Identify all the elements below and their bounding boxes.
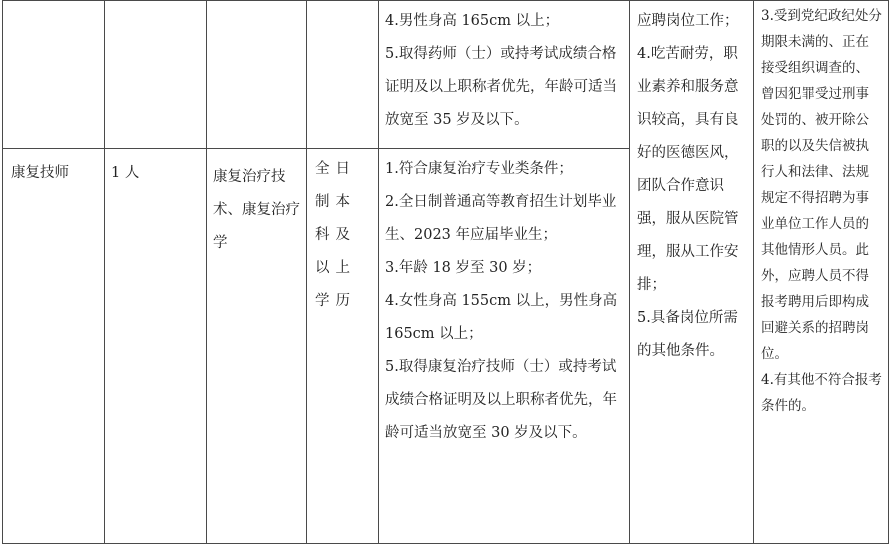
exclusions-cell [754,1,889,544]
ability-item: 5.具备岗位所需的其他条件。 [637,310,738,359]
requirement-item: 5.取得药师（士）或持考试成绩合格证明及以上职称者优先，年龄可适当放宽至 35 岁及以下。 [385,46,617,128]
education-requirement: 全日制本科及以上学历 [307,149,379,544]
count-cell-empty [105,1,207,149]
position-cell-empty [3,1,105,149]
position-title: 康复技师 [3,149,105,544]
major-cell-empty [207,1,307,149]
requirements-cell [379,1,630,149]
requirement-item: 3.年龄 18 岁至 30 岁； [385,260,542,276]
abilities-cell [630,1,754,544]
table-row [3,1,889,149]
requirements-cell [379,149,630,544]
major-requirement: 康复治疗技术、康复治疗学 [207,149,307,544]
ability-item: 应聘岗位工作； [637,13,739,29]
requirement-item: 5.取得康复治疗技师（士）或持考试成绩合格证明及以上职称者优先，年龄可适当放宽至 30 岁及以下。 [385,359,617,441]
headcount: 1 人 [105,149,207,544]
recruitment-table [2,0,889,544]
exclusion-item: 4.有其他不符合报考条件的。 [761,372,882,414]
requirement-item: 4.男性身高 165cm 以上； [385,13,560,29]
ability-item: 4.吃苦耐劳，职业素养和服务意识较高，具有良好的医德医风，团队合作意识强，服从医院管理，服从工作安排； [637,46,739,293]
education-cell-empty [307,1,379,149]
requirement-item: 4.女性身高 155cm 以上，男性身高 165cm 以上； [385,293,618,342]
requirement-item: 1.符合康复治疗专业类条件； [385,161,573,177]
requirement-item: 2.全日制普通高等教育招生计划毕业生、2023 年应届毕业生； [385,194,617,243]
exclusion-item: 3.受到党纪政纪处分期限未满的、正在接受组织调查的、曾因犯罪受过刑事处罚的、被开除公职的以及失信被执行人和法律、法规规定不得招聘为事业单位工作人员的其他情形人员。此外，应聘人员不得报考聘用后即构成回避关系的招聘岗位。 [761,8,882,362]
